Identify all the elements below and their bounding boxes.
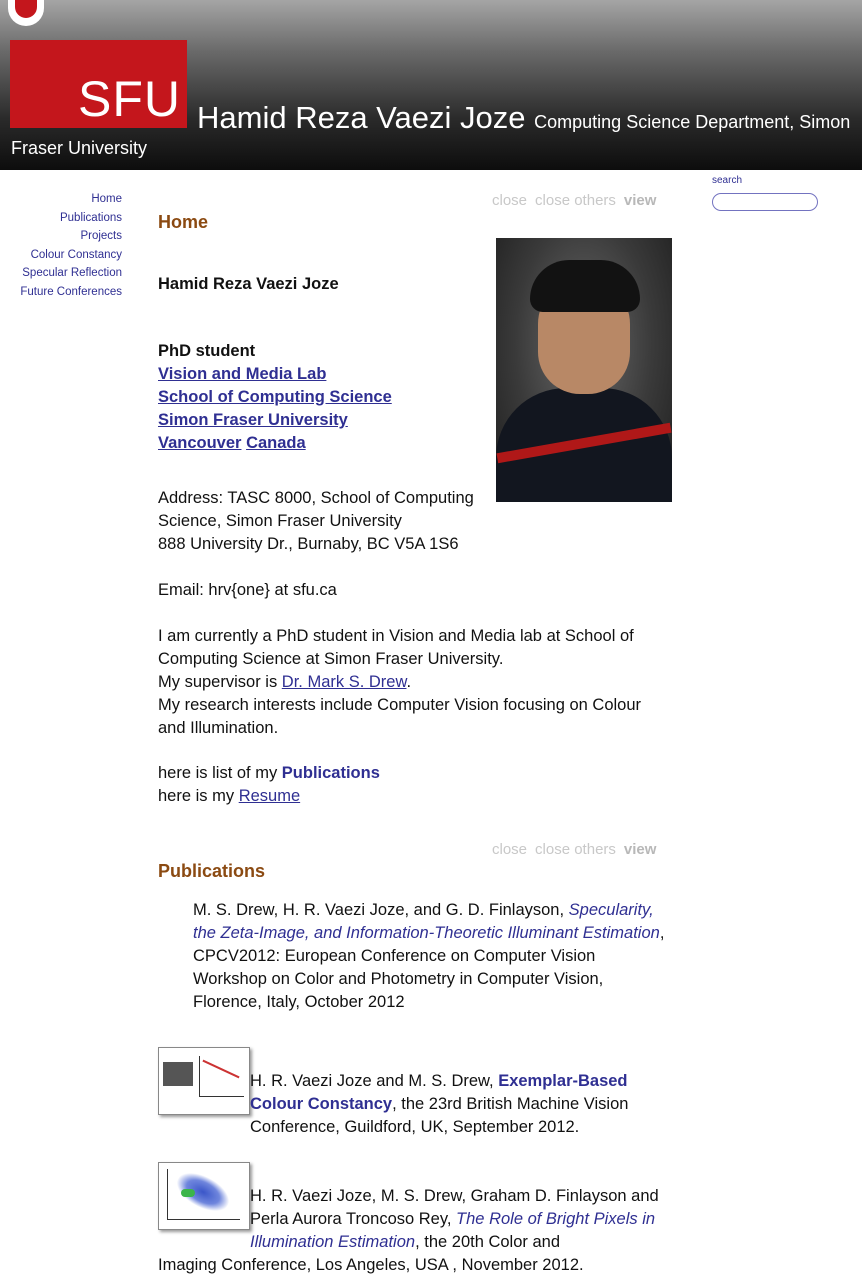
resume-link[interactable]: Resume [238,787,301,805]
search-input[interactable] [712,193,818,211]
publication-authors: H. R. Vaezi Joze, M. S. Drew, Graham D. Finlayson and Perla Aurora Troncoso Rey, [250,1187,659,1228]
role-text: PhD student [158,342,256,360]
profile-photo [496,238,672,502]
publication-thumbnail[interactable] [158,1047,250,1115]
publication-authors: M. S. Drew, H. R. Vaezi Joze, and G. D. Finlayson, [193,901,565,919]
logo-text: SFU [78,71,181,127]
publication-title-link[interactable]: Specularity, the Zeta-Image, and Information-Theoretic Illuminant Estimation [193,901,660,942]
page-header [0,0,862,170]
university-link[interactable]: Simon Fraser University [158,411,348,429]
publications-section-controls [492,841,656,858]
publication-venue: , the 20th Color and [415,1233,561,1251]
publication-thumbnail[interactable] [158,1162,250,1230]
home-section-controls [492,192,656,209]
city-link[interactable]: Vancouver [158,434,242,452]
sidebar-nav [0,190,122,302]
affiliation-block [158,340,392,455]
sidebar-item-home[interactable]: Home [91,193,122,205]
address-block [158,487,474,556]
sidebar-item-colour-constancy[interactable]: Colour Constancy [30,248,122,261]
search-label: search [712,175,743,186]
sidebar-item-future-conferences[interactable]: Future Conferences [20,285,122,298]
publication-title-link[interactable]: The Role of Bright Pixels in Illumination Estimation [250,1210,656,1251]
home-section-title: Home [158,212,209,232]
address-line-2: Science, Simon Fraser University [158,512,402,530]
publication-venue: , the 23rd British Machine Vision Conference, Guildford, UK, September 2012. [250,1095,629,1136]
school-link[interactable]: School of Computing Science [158,388,392,406]
publication-item [250,1070,670,1139]
lab-link[interactable]: Vision and Media Lab [158,365,327,383]
photo-hair [530,260,640,312]
publication-item [250,1185,670,1254]
publication-authors: H. R. Vaezi Joze and M. S. Drew, [250,1072,499,1090]
country-link[interactable]: Canada [246,434,306,452]
sfu-logo[interactable] [10,40,187,128]
bio-text: I am currently a PhD student in Vision and Media lab at School of Computing Science at Simon Fraser University. [158,627,634,668]
publications-link[interactable]: Publications [281,764,380,782]
sidebar-item-publications[interactable]: Publications [59,211,122,224]
publications-line: here is list of my Publications [158,764,380,782]
view-button[interactable]: view [623,841,657,858]
view-button[interactable]: view [623,192,657,209]
sfu-shield-icon [8,0,44,26]
sidebar-item-projects[interactable]: Projects [80,230,122,243]
close-button[interactable]: close [492,192,528,209]
close-button[interactable]: close [492,841,528,858]
header-title [197,100,850,136]
supervisor-line: My supervisor is Dr. Mark S. Drew. [158,673,412,691]
header-department: Computing Science Department, Simon [534,112,851,132]
profile-name: Hamid Reza Vaezi Joze [158,275,339,293]
address-line-1: Address: TASC 8000, School of Computing [158,489,474,507]
header-name: Hamid Reza Vaezi Joze [197,100,526,135]
bio-block [158,625,673,740]
publications-section-title: Publications [158,861,266,881]
close-others-button[interactable]: close others [535,841,616,858]
email-text: Email: hrv{one} at sfu.ca [158,581,337,599]
sidebar-item-specular-reflection[interactable]: Specular Reflection [22,267,122,280]
close-others-button[interactable]: close others [535,192,616,209]
address-line-3: 888 University Dr., Burnaby, BC V5A 1S6 [158,535,459,553]
header-university: Fraser University [11,138,148,158]
publication-venue: , CPCV2012: European Conference on Computer Vision Workshop on Color and Photometry in Computer Vision, Florence, Italy, October 2012 [193,924,665,1011]
publication-item [193,899,673,1014]
links-block [158,762,380,808]
supervisor-link[interactable]: Dr. Mark S. Drew [281,673,407,691]
research-text: My research interests include Computer Vision focusing on Colour and Illumination. [158,696,642,737]
publication-title-link[interactable]: Exemplar-Based Colour Constancy [250,1072,628,1113]
publication-venue-continued: Imaging Conference, Los Angeles, USA , November 2012. [158,1256,584,1274]
resume-line: here is my Resume [158,787,301,805]
